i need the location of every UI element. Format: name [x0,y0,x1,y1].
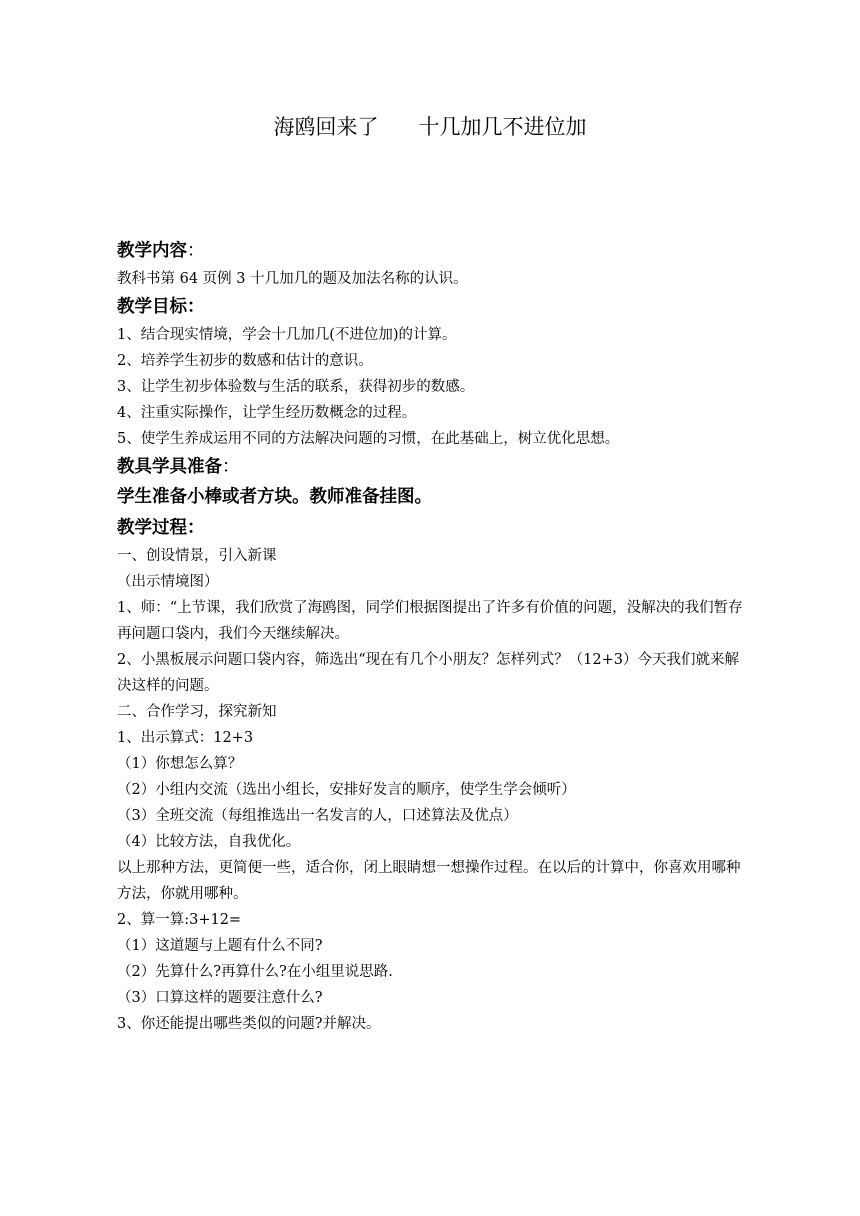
process-line-7: （1）你想怎么算？ [117,756,243,772]
process-line-1: 一、创设情景，引入新课 [117,548,277,564]
process-line-4: 2、小黑板展示问题口袋内容，筛选出“现在有几个小朋友？怎样列式？（12+3）今天我们就来解决这样的问题。 [117,652,739,694]
process-line-15: （3）口算这样的题要注意什么? [117,990,323,1006]
section-heading-content [117,236,749,266]
objective-item-5: 5、使学生养成运用不同的方法解决问题的习惯，在此基础上，树立优化思想。 [117,431,620,447]
section-heading-materials-colon: ： [222,457,240,477]
section-heading-materials [117,452,749,482]
content-text: 教科书第 64 页例 3 十几加几的题及加法名称的认识。 [117,271,468,287]
objective-item-3: 3、让学生初步体验数与生活的联系，获得初步的数感。 [117,379,475,395]
process-line-5: 二、合作学习，探究新知 [117,704,277,720]
process-line-3: 1、师：“上节课，我们欣赏了海鸥图，同学们根据图提出了许多有价值的问题，没解决的我们暂存再问题口袋内，我们今天继续解决。 [117,600,743,642]
section-heading-objectives: 教学目标： [117,297,205,317]
objective-item-4: 4、注重实际操作，让学生经历数概念的过程。 [117,405,417,421]
materials-text: 学生准备小棒或者方块。教师准备挂图。 [117,487,432,507]
process-line-2: （出示情境图） [117,574,219,590]
process-line-16: 3、你还能提出哪些类似的问题?并解决。 [117,1016,381,1032]
section-heading-materials-label: 教具学具准备 [117,457,222,477]
process-line-12: 2、算一算:3+12= [117,912,242,928]
document-body [117,236,749,1037]
section-heading-content-colon: ： [187,241,205,261]
process-line-14: （2）先算什么?再算什么?在小组里说思路. [117,964,393,980]
objective-item-1: 1、结合现实情境，学会十几加几(不进位加)的计算。 [117,327,457,343]
process-line-11: 以上那种方法，更简便一些，适合你，闭上眼睛想一想操作过程。在以后的计算中，你喜欢用哪种方法，你就用哪种。 [117,860,741,902]
process-line-9: （3）全班交流（每组推选出一名发言的人，口述算法及优点） [117,808,518,824]
process-line-13: （1）这道题与上题有什么不同? [117,938,323,954]
objective-item-2: 2、培养学生初步的数感和估计的意识。 [117,353,373,369]
process-line-6: 1、出示算式：12+3 [117,730,254,746]
section-heading-content-label: 教学内容 [117,241,187,261]
section-heading-process: 教学过程： [117,518,205,538]
process-line-8: （2）小组内交流（选出小组长，安排好发言的顺序，使学生学会倾听） [117,782,576,798]
process-line-10: （4）比较方法，自我优化。 [117,834,301,850]
document-title: 海鸥回来了 十几加几不进位加 [273,115,587,139]
